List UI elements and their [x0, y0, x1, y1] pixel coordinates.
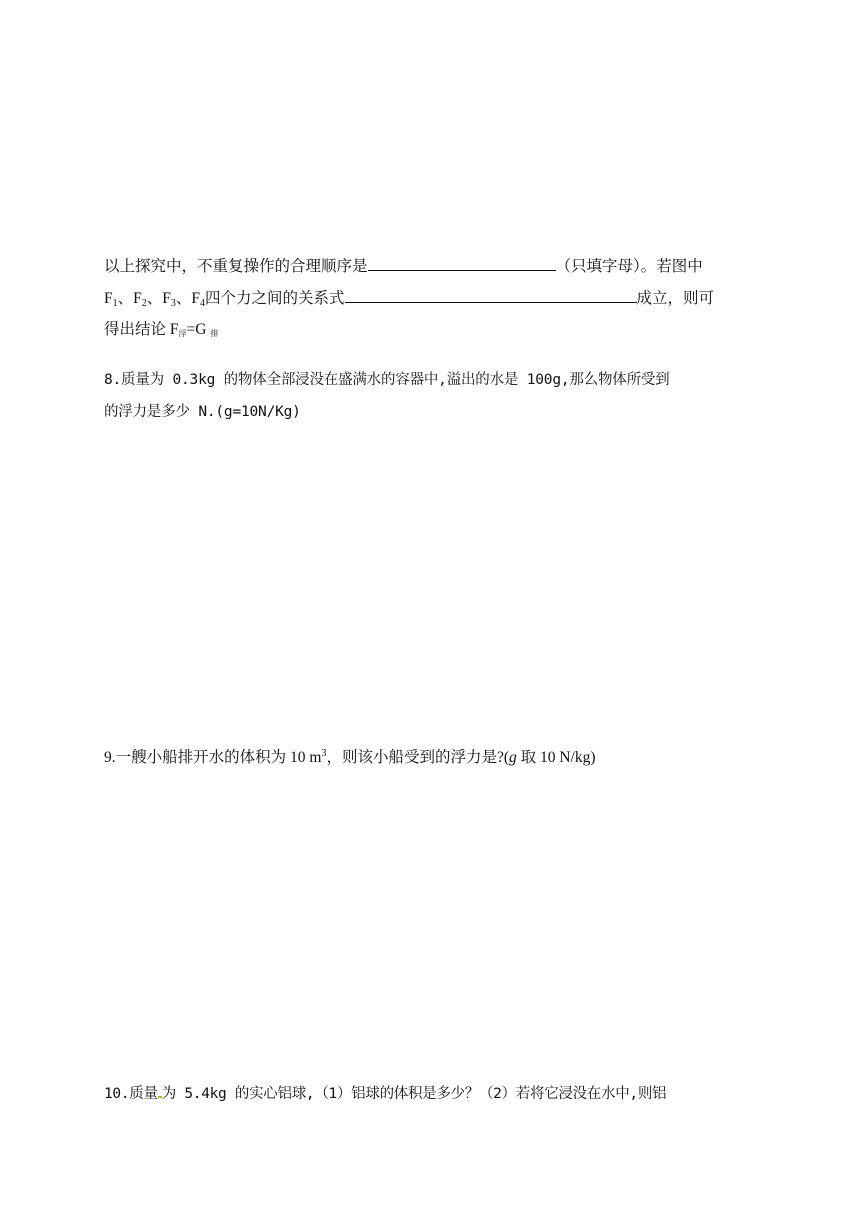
- q9-text: 9.一艘小船排开水的体积为 10 m: [104, 749, 322, 766]
- force-label: 、F: [146, 290, 171, 307]
- q10-line: [104, 1082, 666, 1104]
- q9-text: ，则该小船受到的浮力是?(: [326, 749, 509, 766]
- q9-text: 取 10 N/kg): [516, 749, 596, 766]
- answer-blank-relation[interactable]: [345, 288, 637, 303]
- force-label: F: [104, 290, 113, 307]
- answer-blank-order[interactable]: [368, 256, 556, 271]
- q7-text-letters: （只填字母）。若图中: [555, 258, 703, 275]
- g-symbol: g: [508, 749, 517, 766]
- force-index: 3: [170, 298, 176, 309]
- force-index: 1: [112, 298, 118, 309]
- force-index: 4: [200, 298, 205, 309]
- q8-line-2: 的浮力是多少 N.(g=10N/Kg): [104, 404, 301, 420]
- q7-text-order: 以上探究中，不重复操作的合理顺序是: [104, 258, 368, 275]
- q8-line-1: 8.质量为 0.3kg 的物体全部浸没在盛满水的容器中,溢出的水是 100g,那么物体所受到: [104, 372, 670, 388]
- q7-text-relation: 四个力之间的关系式: [205, 290, 345, 307]
- cubic-exponent: 3: [321, 748, 327, 759]
- force-label: 、F: [117, 290, 142, 307]
- q7-text-holds: 成立，则可: [636, 290, 715, 307]
- q7-line-1: [104, 256, 703, 277]
- q10-text: 10.质量: [104, 1086, 158, 1102]
- q7-line-3: [104, 320, 218, 344]
- displaced-subscript: 排: [210, 329, 219, 338]
- force-index: 2: [141, 298, 147, 309]
- q10-text: 为 5.4kg 的实心铝球,（1）铝球的体积是多少？（2）若将它浸没在水中,则铝: [161, 1086, 667, 1102]
- buoyancy-subscript: 浮: [178, 329, 187, 338]
- q7-line-2: [104, 288, 714, 314]
- q9-line: [104, 744, 596, 768]
- force-label: 、F: [175, 290, 200, 307]
- conclusion-text: =G: [186, 321, 207, 338]
- conclusion-text: 得出结论 F: [104, 321, 179, 338]
